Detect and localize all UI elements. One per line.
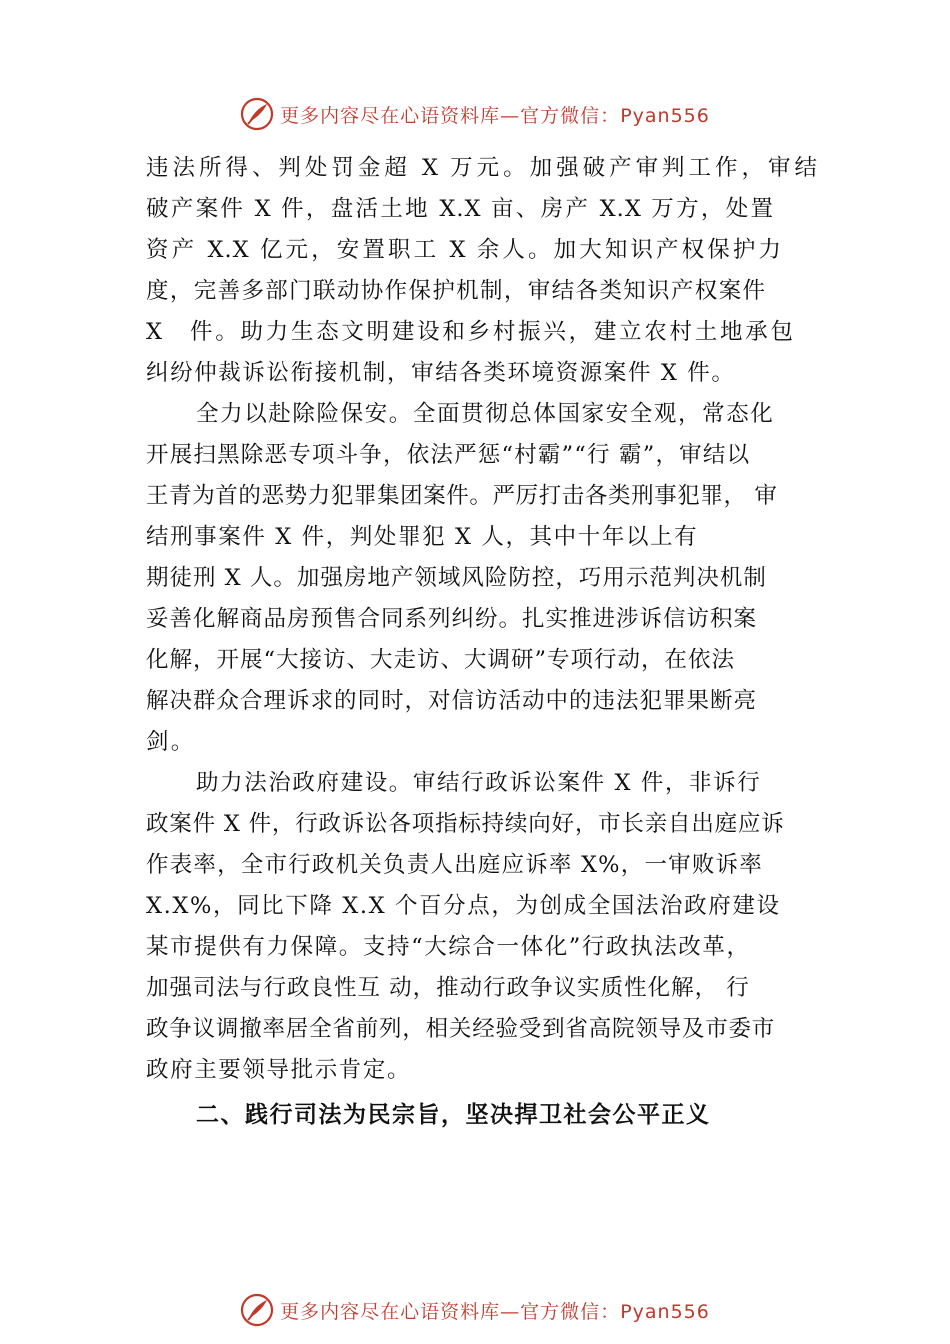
- banner-wechat-label: 官方微信：: [520, 1300, 621, 1323]
- footer-banner: [0, 1290, 950, 1330]
- text-line: 全力以赴除险保安。全面贯彻总体国家安全观，常态化: [196, 401, 775, 427]
- text-line: 加强司法与行政良性互 动，推动行政争议实质性化解， 行: [146, 975, 750, 1001]
- text-line: 王青为首的恶势力犯罪集团案件。严厉打击各类刑事犯罪， 审: [146, 483, 778, 509]
- text-line: 开展扫黑除恶专项斗争，依法严惩“村霸”“行 霸”，审结以: [146, 442, 751, 468]
- text-line: 某市提供有力保障。支持“大综合一体化”行政执法改革，: [146, 934, 751, 960]
- text-line: 作表率，全市行政机关负责人出庭应诉率 X%，一审败诉率: [146, 852, 763, 878]
- banner-text: [280, 101, 710, 128]
- text-line: 剑。: [146, 729, 196, 755]
- text-line: 化解，开展“大接访、大走访、大调研”专项行动，在依法: [146, 647, 736, 673]
- text-line: 资产 X.X 亿元，安置职工 X 余人。加大知识产权保护力: [146, 237, 782, 263]
- text-line: 违法所得、判处罚金超 X 万元。加强破产审判工作，审结: [146, 155, 818, 181]
- feather-logo-icon: [240, 97, 274, 131]
- text-line: 度，完善多部门联动协作保护机制，审结各类知识产权案件: [146, 278, 766, 304]
- banner-main: 更多内容尽在心语资料库: [280, 104, 501, 127]
- text-line: 政府主要领导批示肯定。: [146, 1057, 412, 1083]
- banner-wechat-id: Pyan556: [620, 1300, 710, 1323]
- text-line: 破产案件 X 件，盘活土地 X.X 亩、房产 X.X 万方，处置: [146, 196, 774, 222]
- text-line: 助力法治政府建设。审结行政诉讼案件 X 件，非诉行: [196, 770, 762, 796]
- banner-dash: —: [500, 1300, 521, 1323]
- header-banner: [0, 94, 950, 134]
- section-heading: 二、践行司法为民宗旨，坚决捍卫社会公平正义: [196, 1102, 711, 1128]
- text-line: 纠纷仲裁诉讼衔接机制，审结各类环境资源案件 X 件。: [146, 360, 736, 386]
- text-line: X 件。助力生态文明建设和乡村振兴，建立农村土地承包: [146, 319, 794, 345]
- banner-main: 更多内容尽在心语资料库: [280, 1300, 501, 1323]
- paragraph-3: [146, 763, 818, 1091]
- text-line: 政案件 X 件，行政诉讼各项指标持续向好，市长亲自出庭应诉: [146, 811, 785, 837]
- text-line: 政争议调撤率居全省前列，相关经验受到省高院领导及市委市: [146, 1016, 776, 1042]
- feather-logo-icon: [240, 1293, 274, 1327]
- text-line: 期徒刑 X 人。加强房地产领域风险防控，巧用示范判决机制: [146, 565, 767, 591]
- text-line: 解决群众合理诉求的同时，对信访活动中的违法犯罪果断亮: [146, 688, 758, 714]
- text-line: 妥善化解商品房预售合同系列纠纷。扎实推进涉诉信访积案: [146, 606, 758, 632]
- paragraph-1: [146, 148, 818, 394]
- banner-text: [280, 1297, 710, 1324]
- text-line: 结刑事案件 X 件，判处罪犯 X 人，其中十年以上有: [146, 524, 699, 550]
- document-body: [146, 148, 818, 1137]
- banner-wechat-label: 官方微信：: [520, 104, 621, 127]
- banner-dash: —: [500, 104, 521, 127]
- text-line: X.X%，同比下降 X.X 个百分点，为创成全国法治政府建设: [146, 893, 781, 919]
- paragraph-2: [146, 394, 818, 763]
- banner-wechat-id: Pyan556: [620, 104, 710, 127]
